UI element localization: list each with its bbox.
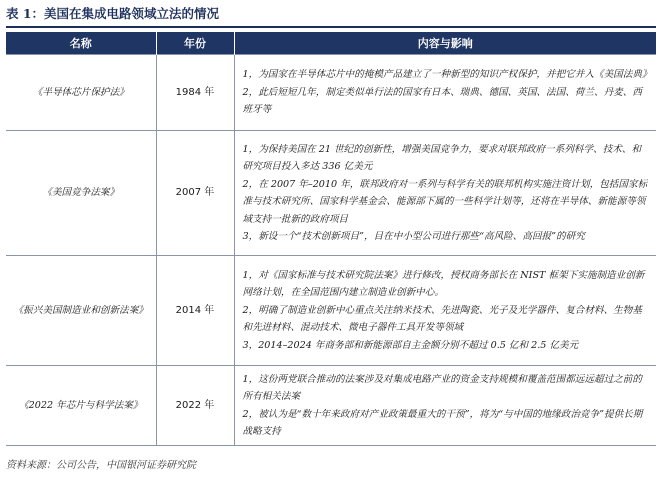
- table-row: [6, 256, 656, 366]
- table-header-row: [6, 32, 656, 55]
- content-line: 3，2014–2024 年商务部和新能源部自主金额分别不超过 0.5 亿和 2.5 亿美元: [242, 339, 579, 351]
- law-content: [234, 131, 656, 256]
- legislation-table: [6, 32, 656, 446]
- law-content: [234, 55, 656, 131]
- law-name: 《美国竞争法案》: [6, 131, 156, 256]
- content-line: 1，这份两党联合推动的法案涉及对集成电路产业的资金支持规模和覆盖范围都远远超过之前的所有相关法案: [242, 373, 642, 402]
- title-rule: [6, 26, 656, 28]
- table-row: [6, 366, 656, 446]
- content-line: 1，为保持美国在 21 世纪的创新性，增强美国竞争力，要求对联邦政府一系列科学、技术、和研究项目投入多达 336 亿美元: [242, 143, 642, 172]
- law-name: 《振兴美国制造业和创新法案》: [6, 256, 156, 366]
- content-line: 2，此后短短几年，制定类似单行法的国家有日本、瑞典、德国、英国、法国、荷兰、丹麦、西班牙等: [242, 86, 642, 116]
- content-line: 1，为国家在半导体芯片中的掩模产品建立了一种新型的知识产权保护，并把它并入《美国法典》: [242, 69, 652, 81]
- table-title: 表 1：美国在集成电路领域立法的情况: [6, 6, 220, 21]
- law-content: [234, 366, 656, 446]
- law-content: [234, 256, 656, 366]
- law-name: 《2022 年芯片与科学法案》: [6, 366, 156, 446]
- content-line: 2，被认为是“数十年来政府对产业政策最重大的干预”，将为“与中国的地缘政治竞争”提供长期战略支持: [242, 408, 643, 437]
- law-year: 2007 年: [156, 131, 234, 256]
- header-year: 年份: [156, 32, 234, 55]
- content-line: 2，明确了制造业创新中心重点关注纳米技术、先进陶瓷、光子及光学器件、复合材料、生物基和先进材料、混动技术、微电子器件工具开发等领域: [242, 304, 642, 334]
- law-name: 《半导体芯片保护法》: [6, 55, 156, 131]
- source-note: 资料来源：公司公告，中国银河证券研究院: [6, 460, 196, 471]
- header-name: 名称: [6, 32, 156, 55]
- table-row: [6, 131, 656, 256]
- table-row: [6, 55, 656, 131]
- law-year: 2014 年: [156, 256, 234, 366]
- law-year: 1984 年: [156, 55, 234, 131]
- content-line: 1，对《国家标准与技术研究院法案》进行修改，授权商务部长在 NIST 框架下实施制造业创新网络计划，在全国范围内建立制造业创新中心。: [242, 269, 645, 299]
- content-line: 2，在 2007 年–2010 年，联邦政府对一系列与科学有关的联邦机构实施注资计划，包括国家标准与技术研究所、国家科学基金会、能源部下属的一些科学计划等，还将在半导体、新能源等领域支持一批新的政府项目: [242, 178, 648, 225]
- content-line: 3，新设一个“技术创新项目”，目在中小型公司进行那些“高风险、高回报”的研究: [242, 231, 585, 242]
- header-content: 内容与影响: [234, 32, 656, 55]
- law-year: 2022 年: [156, 366, 234, 446]
